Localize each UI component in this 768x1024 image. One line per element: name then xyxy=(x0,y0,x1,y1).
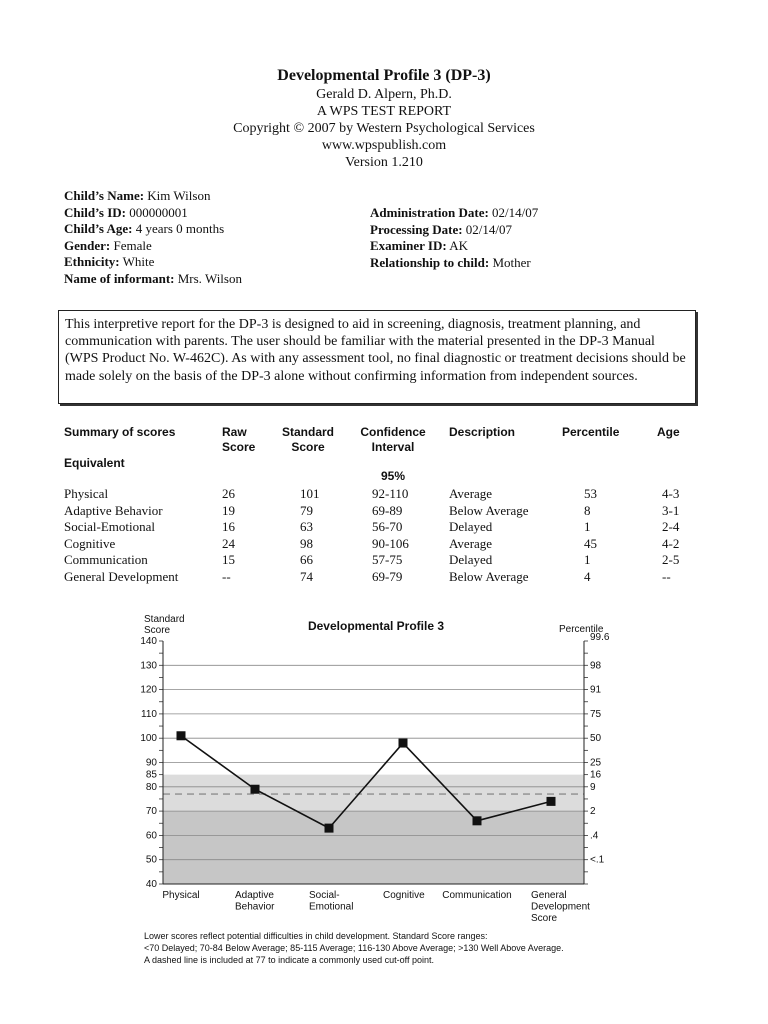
category-label: Physical xyxy=(162,890,200,901)
chart-title: Developmental Profile 3 xyxy=(307,619,445,633)
row-raw: 19 xyxy=(222,502,235,518)
website: www.wpspublish.com xyxy=(321,138,447,153)
left-tick-label: 40 xyxy=(145,879,157,890)
developmental-profile-chart xyxy=(0,605,768,925)
row-ci: 57-75 xyxy=(372,552,403,567)
raw-header-1: Raw xyxy=(222,425,247,439)
row-name: General Development xyxy=(64,568,179,584)
summary-header: Summary of scores xyxy=(64,425,176,439)
gender-label: Gender: xyxy=(64,237,111,253)
row-name: Cognitive xyxy=(64,535,116,551)
band-below-average xyxy=(163,775,584,811)
child-info xyxy=(64,188,242,288)
data-point-marker xyxy=(473,816,482,825)
percentile-header: Percentile xyxy=(562,425,620,439)
child-age-label: Child’s Age: xyxy=(64,221,133,237)
row-raw: 26 xyxy=(222,486,235,501)
left-tick-label: 70 xyxy=(145,806,157,818)
category-label: Cognitive xyxy=(383,890,425,901)
row-pct: 53 xyxy=(584,486,597,501)
data-point-marker xyxy=(399,739,408,748)
left-tick-label: 80 xyxy=(145,781,157,793)
right-tick-label: 9 xyxy=(590,781,596,793)
data-point-marker xyxy=(325,824,334,833)
row-name: Adaptive Behavior xyxy=(64,502,163,518)
child-id: 000000001 xyxy=(129,204,188,220)
right-tick-label: 25 xyxy=(590,757,602,769)
row-name: Physical xyxy=(64,486,109,501)
row-age: 4-2 xyxy=(662,535,680,551)
row-std: 66 xyxy=(300,552,313,567)
standard-score-header xyxy=(279,425,337,455)
row-age: 2-4 xyxy=(662,519,680,534)
report-type: A WPS TEST REPORT xyxy=(316,104,452,119)
data-point-marker xyxy=(547,797,556,806)
left-tick-label: 110 xyxy=(141,708,157,720)
child-id-label: Child’s ID: xyxy=(64,204,127,220)
row-age: 2-5 xyxy=(662,552,680,567)
row-std: 79 xyxy=(300,502,313,518)
row-std: 98 xyxy=(300,535,313,551)
row-ci: 56-70 xyxy=(372,519,403,534)
right-tick-label: 98 xyxy=(590,660,602,672)
child-age: 4 years 0 months xyxy=(135,221,225,237)
raw-score-header xyxy=(222,425,255,455)
ci-header-2: Interval xyxy=(371,440,415,454)
left-tick-label: 130 xyxy=(140,660,157,672)
informant: Mrs. Wilson xyxy=(177,270,242,286)
row-name: Social-Emotional xyxy=(64,519,155,534)
author: Gerald D. Alpern, Ph.D. xyxy=(316,87,452,102)
row-pct: 8 xyxy=(584,502,591,518)
ethnicity-label: Ethnicity: xyxy=(64,254,120,270)
right-tick-label: .4 xyxy=(590,830,599,842)
row-pct: 4 xyxy=(584,568,591,584)
confidence-header xyxy=(357,425,429,484)
row-std: 74 xyxy=(300,568,313,584)
row-desc: Below Average xyxy=(449,568,529,584)
row-ci: 69-79 xyxy=(372,568,403,584)
left-tick-label: 120 xyxy=(140,684,157,696)
std-header-1: Standard xyxy=(281,425,334,439)
examiner-id: AK xyxy=(449,238,469,254)
row-desc: Average xyxy=(449,535,493,551)
gender: Female xyxy=(113,237,152,253)
right-tick-label: 2 xyxy=(590,806,596,818)
row-raw: -- xyxy=(222,568,231,584)
right-tick-label: 99.6 xyxy=(590,632,610,643)
right-tick-label: 16 xyxy=(590,769,602,781)
equivalent-header: Equivalent xyxy=(64,456,125,470)
relationship: Mother xyxy=(492,254,531,270)
footnote-line-1: Lower scores reflect potential difficulties in child development. Standard Score ranges: xyxy=(144,931,488,941)
data-point-marker xyxy=(177,731,186,740)
chart-footnote xyxy=(144,930,664,966)
proc-date: 02/14/07 xyxy=(465,221,513,237)
informant-label: Name of informant: xyxy=(64,270,175,286)
row-raw: 15 xyxy=(222,552,235,567)
ci-header-1: Confidence xyxy=(360,425,426,439)
examiner-label: Examiner ID: xyxy=(370,238,447,254)
band-delayed xyxy=(163,811,584,884)
right-axis-label: Percentile xyxy=(559,624,604,635)
std-header-2: Score xyxy=(291,440,325,454)
raw-header-2: Score xyxy=(222,440,256,454)
right-tick-label: 91 xyxy=(590,684,602,696)
admin-info xyxy=(370,205,538,271)
right-tick-label: 75 xyxy=(590,708,602,720)
left-tick-label: 50 xyxy=(145,854,157,866)
category-label: Communication xyxy=(442,890,512,901)
child-name: Kim Wilson xyxy=(147,188,211,203)
left-axis-label-1: Standard xyxy=(144,614,185,625)
copyright: Copyright © 2007 by Western Psychological Services xyxy=(233,121,535,136)
row-ci: 90-106 xyxy=(372,535,409,551)
category-label: General Development Score xyxy=(531,890,590,924)
row-pct: 1 xyxy=(584,552,591,567)
left-tick-label: 90 xyxy=(145,757,157,769)
left-tick-label: 140 xyxy=(140,636,157,647)
row-raw: 24 xyxy=(222,535,235,551)
row-raw: 16 xyxy=(222,519,235,534)
row-std: 101 xyxy=(300,486,320,501)
report-header xyxy=(0,66,768,171)
row-age: -- xyxy=(662,568,671,584)
relationship-label: Relationship to child: xyxy=(370,254,490,270)
row-std: 63 xyxy=(300,519,313,534)
footnote-line-3: A dashed line is included at 77 to indicate a commonly used cut-off point. xyxy=(144,955,435,965)
left-tick-label: 85 xyxy=(145,769,157,781)
proc-date-label: Processing Date: xyxy=(370,221,463,237)
disclaimer-box: This interpretive report for the DP-3 is designed to aid in screening, diagnosis, treatment planning, and communication with parents. The user should be familiar with the material presented in the DP-3 Manual (WPS Product No. W-462C). As with any assessment tool, no final diagnostic or treatment decisions should be made solely on the basis of the DP-3 alone without confirming information from independent sources. xyxy=(58,310,696,404)
admin-date: 02/14/07 xyxy=(492,205,539,220)
row-age: 4-3 xyxy=(662,486,680,501)
left-axis-label-2: Score xyxy=(144,625,171,636)
row-ci: 92-110 xyxy=(372,486,409,501)
category-label: Adaptive Behavior xyxy=(235,890,275,913)
right-tick-label: 50 xyxy=(590,733,602,745)
ethnicity: White xyxy=(122,254,155,270)
category-label: Social-Emotional xyxy=(309,890,354,913)
age-header: Age xyxy=(657,425,680,439)
right-tick-label: <.1 xyxy=(590,854,605,866)
row-desc: Average xyxy=(449,486,493,501)
footnote-line-2: <70 Delayed; 70-84 Below Average; 85-115 Average; 116-130 Above Average; >130 Well Above Average. xyxy=(144,943,564,953)
row-name: Communication xyxy=(64,552,148,567)
row-desc: Delayed xyxy=(449,519,493,534)
row-ci: 69-89 xyxy=(372,502,403,518)
data-point-marker xyxy=(251,785,260,794)
version: Version 1.210 xyxy=(345,155,423,170)
left-tick-label: 60 xyxy=(145,830,157,842)
row-desc: Below Average xyxy=(449,502,529,518)
admin-date-label: Administration Date: xyxy=(370,205,489,220)
report-title: Developmental Profile 3 (DP-3) xyxy=(277,67,491,84)
row-pct: 1 xyxy=(584,519,591,534)
description-header: Description xyxy=(449,425,516,439)
ci-header-3: 95% xyxy=(380,469,406,483)
row-age: 3-1 xyxy=(662,502,680,518)
row-desc: Delayed xyxy=(449,552,493,567)
row-pct: 45 xyxy=(584,535,597,551)
left-tick-label: 100 xyxy=(140,733,157,745)
child-name-label: Child’s Name: xyxy=(64,188,145,203)
